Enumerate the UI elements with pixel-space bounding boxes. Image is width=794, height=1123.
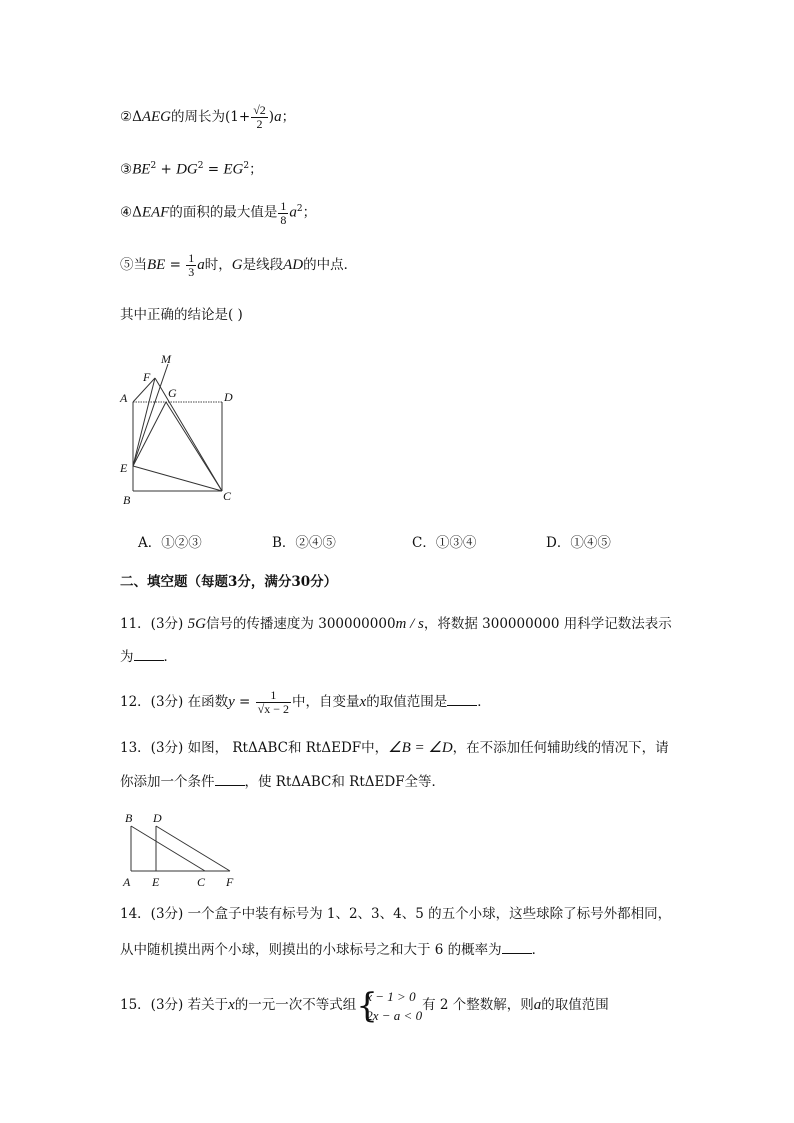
triangle-symbol: Δ (132, 204, 142, 221)
circled-number: ④ (120, 204, 133, 221)
math-var: EAF (141, 204, 170, 221)
figure-triangles-diagram (115, 806, 250, 890)
label-B: B (125, 811, 133, 825)
math-var: a (274, 109, 282, 125)
option-b[interactable]: B．②④⑤ (272, 535, 336, 551)
statement-2 (120, 104, 295, 131)
punctuation: ； (302, 204, 317, 221)
math-op: = (203, 161, 224, 178)
label-C: C (223, 489, 232, 503)
math-text: ) (268, 109, 275, 125)
line-FE (133, 378, 155, 466)
exponent: 2 (243, 161, 250, 171)
label-G: G (168, 386, 177, 400)
punctuation: ． (531, 942, 546, 958)
line-FC (155, 378, 222, 491)
label-C: C (197, 875, 206, 889)
question-11-line2 (120, 646, 177, 667)
numerator: 1 (256, 689, 291, 703)
punctuation: ； (281, 109, 296, 125)
denominator: 8 (280, 212, 287, 227)
option-a[interactable]: A．①②③ (138, 535, 202, 551)
label-A: A (120, 391, 128, 405)
math-var: BE (147, 257, 166, 273)
question-13-line1 (120, 738, 669, 758)
statement-text: 当 (133, 257, 147, 273)
question-text: 的一元一次不等式组 (234, 997, 357, 1013)
statement-4 (120, 199, 316, 227)
math-var: EG (223, 161, 244, 178)
question-text: 的取值范围是 (366, 694, 448, 710)
question-text: 信号的传播速度为 300000000 (205, 616, 396, 632)
label-E: E (120, 461, 128, 475)
punctuation: ； (249, 161, 263, 178)
answer-blank[interactable] (502, 939, 532, 954)
math-var: y (228, 694, 235, 710)
fraction (251, 104, 268, 131)
question-text: 从中随机摸出两个小球，则摸出的小球标号之和大于 6 的概率为 (120, 942, 502, 958)
circled-number: ⑤ (120, 257, 134, 273)
question-text: 为 (120, 649, 134, 665)
question-number: 11．(3分) (120, 616, 188, 632)
question-text: 12．(3分) 在函数 (120, 694, 229, 710)
math-var: a (533, 997, 542, 1013)
answer-blank[interactable] (215, 771, 245, 786)
math-op: = (165, 257, 186, 273)
question-text: ，在不添加任何辅助线的情况下，请 (452, 740, 669, 756)
circled-number: ② (120, 109, 133, 125)
label-B: B (123, 493, 131, 507)
question-text: 13．(3分) 如图， RtΔABC和 RtΔEDF中， (120, 740, 389, 756)
exponent: 2 (197, 161, 204, 171)
question-14-line1: 14．(3分) 一个盒子中装有标号为 1、2、3、4、5 的五个小球，这些球除了标号外都相同， (120, 906, 672, 922)
section-title: 二、填空题（每题3分，满分30分） (120, 574, 338, 590)
math-var: AD (283, 257, 304, 273)
question-text: 中，自变量 (292, 694, 360, 710)
statement-5 (120, 252, 357, 279)
math-var: BE (132, 161, 151, 178)
statement-text: 时， (204, 257, 232, 273)
statement-text: 的周长为 (171, 109, 226, 125)
math-var: DG (176, 161, 198, 178)
answer-blank[interactable] (447, 691, 477, 706)
question-text: ，将数据 300000000 用科学记数法表示 (423, 616, 672, 632)
numerator: 1 (280, 198, 287, 213)
label-E: E (152, 875, 160, 889)
option-c[interactable]: C．①③④ (412, 535, 477, 551)
exponent: 2 (296, 204, 303, 214)
math-var: a (197, 257, 205, 273)
punctuation: ． (163, 649, 177, 665)
inequality-row-1: x − 1 > 0 (366, 988, 416, 1004)
label-F: F (226, 875, 234, 889)
math-op: = (234, 694, 255, 710)
math-condition: ∠B = ∠D (388, 740, 453, 756)
brace-symbol: { (356, 985, 378, 1026)
inequality-system (356, 987, 422, 1025)
answer-blank[interactable] (134, 646, 164, 661)
math-op: + (156, 161, 177, 178)
question-text: 有 2 个整数解，则 (422, 997, 534, 1013)
inequality-row-2: 2x − a < 0 (366, 1007, 423, 1023)
question-15 (120, 985, 609, 1025)
question-11-line1 (120, 614, 672, 634)
denominator: 2 (256, 117, 263, 131)
math-unit: m / s (395, 616, 424, 632)
label-A: A (123, 875, 131, 889)
fraction (278, 200, 288, 227)
question-13-line2 (120, 771, 445, 792)
line-EG (133, 402, 166, 466)
punctuation: ． (477, 694, 491, 710)
math-var: x (228, 997, 235, 1013)
math-var: G (231, 257, 243, 273)
denominator: √x − 2 (257, 702, 290, 716)
question-text: 的取值范围 (541, 997, 609, 1013)
statement-text: 的面积的最大值是 (169, 204, 278, 221)
fraction (186, 252, 196, 279)
punctuation: 的中点． (303, 257, 358, 273)
math-var: AEG (141, 109, 172, 125)
question-12 (120, 689, 491, 716)
math-var: x (359, 694, 367, 710)
circled-number: ③ (120, 161, 133, 178)
question-text: ，使 RtΔABC和 RtΔEDF全等． (244, 774, 446, 790)
statement-text: 是线段 (242, 257, 284, 273)
math-text: (1+ (225, 109, 251, 125)
question-14-line2 (120, 939, 545, 960)
label-F: F (143, 370, 151, 384)
question-text: 15．(3分) 若关于 (120, 997, 229, 1013)
statement-3 (120, 156, 263, 180)
fraction (256, 689, 291, 716)
exponent: 2 (150, 161, 157, 171)
label-M: M (161, 352, 171, 366)
numerator: 1 (188, 251, 195, 265)
line-EM (133, 364, 168, 466)
label-D: D (224, 390, 233, 404)
figure-square-diagram (110, 345, 250, 510)
math-var: a (289, 204, 297, 221)
numerator: √2 (253, 103, 266, 117)
label-D: D (153, 811, 162, 825)
option-d[interactable]: D．①④⑤ (546, 535, 611, 551)
triangle-symbol: Δ (132, 109, 142, 125)
question-text: 你添加一个条件 (120, 774, 215, 790)
math-var: 5G (187, 616, 206, 632)
denominator: 3 (188, 265, 195, 279)
question-prompt: 其中正确的结论是( ) (120, 307, 243, 323)
